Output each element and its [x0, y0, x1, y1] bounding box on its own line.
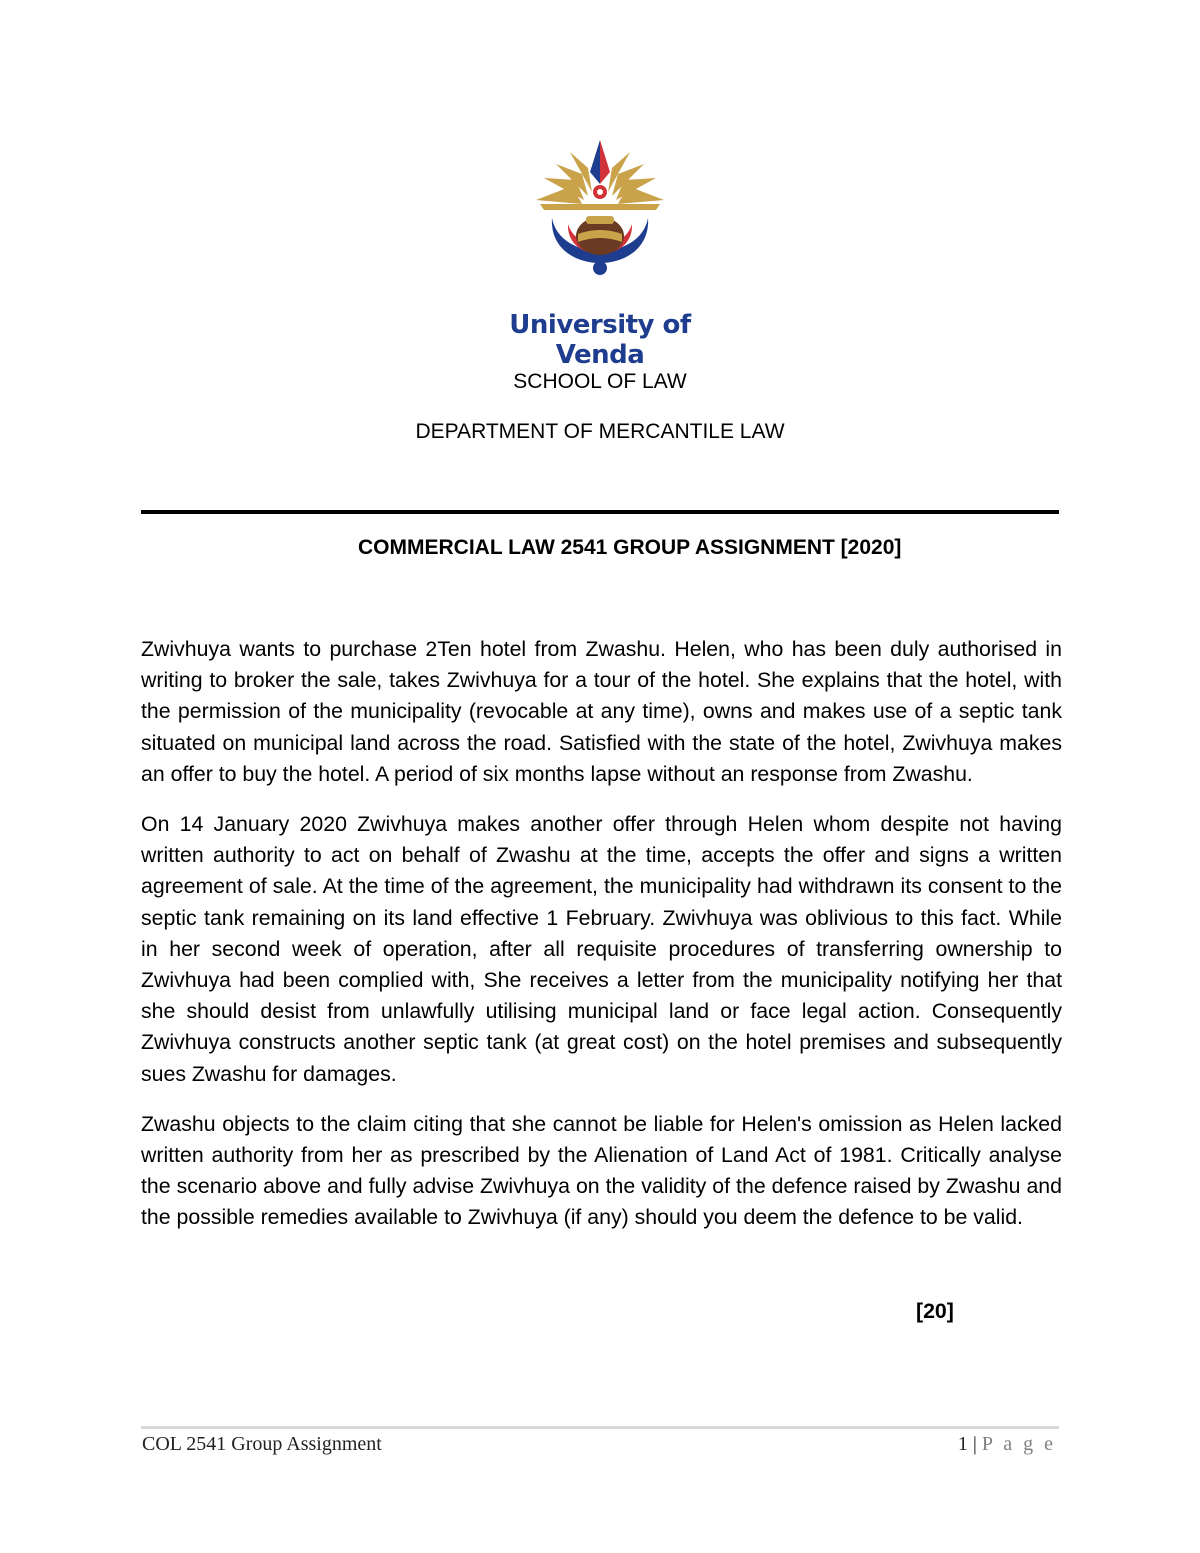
page-separator: |: [972, 1433, 977, 1455]
assignment-body: [141, 634, 1062, 1253]
paragraph-3: Zwashu objects to the claim citing that she cannot be liable for Helen's omission as Helen lacked written authority from her as prescribed by the Alienation of Land Act of 1981. Critically analyse the scenario above and fully advise Zwivhuya on the validity of the defence raised by Zwashu and the possible remedies available to Zwivhuya (if any) should you deem the defence to be valid.: [141, 1111, 1062, 1230]
page-indicator: [958, 1433, 1056, 1456]
department-heading: DEPARTMENT OF MERCANTILE LAW: [415, 420, 785, 443]
header-divider: [141, 510, 1059, 514]
page-number: 1: [957, 1433, 968, 1455]
crest-spear-red: [600, 140, 610, 184]
paragraph-1: Zwivhuya wants to purchase 2Ten hotel from Zwashu. Helen, who has been duly authorised in writing to broker the sale, takes Zwivhuya for a tour of the hotel. She explains that the hotel, with the permission of the municipality (revocable at any time), owns and makes use of a septic tank situated on municipal land across the road. Satisfied with the state of the hotel, Zwivhuya makes an offer to buy the hotel. A period of six months lapse without an response from Zwashu.: [141, 637, 1062, 786]
crest-spear-blue: [590, 140, 600, 184]
crest-person-head: [593, 261, 607, 275]
paragraph-2: On 14 January 2020 Zwivhuya makes another offer through Helen whom despite not having written authority to act on behalf of Zwashu at the time, accepts the offer and signs a written agreement of sale. At the time of the agreement, the municipality had withdrawn its consent to the septic tank remaining on its land effective 1 February. Zwivhuya was oblivious to this fact. While in her second week of operation, after all requisite procedures of transferring ownership to Zwivhuya had been complied with, She receives a letter from the municipality notifying her that she should desist from unlawfully utilising municipal land or face legal action. Consequently Zwivhuya constructs another septic tank (at great cost) on the hotel premises and subsequently sues Zwashu for damages.: [141, 812, 1062, 1086]
university-crest-icon: [470, 138, 730, 308]
footer-divider: [141, 1426, 1059, 1429]
crest-pot: [576, 216, 624, 255]
university-name: University of Venda: [509, 310, 691, 370]
marks-label: [20]: [916, 1299, 954, 1323]
footer-title: COL 2541 Group Assignment: [142, 1433, 382, 1455]
page-word: P a g e: [981, 1433, 1056, 1455]
school-heading: SCHOOL OF LAW: [513, 370, 687, 393]
university-logo: [470, 138, 730, 370]
assignment-title: COMMERCIAL LAW 2541 GROUP ASSIGNMENT [2020]: [358, 536, 902, 559]
